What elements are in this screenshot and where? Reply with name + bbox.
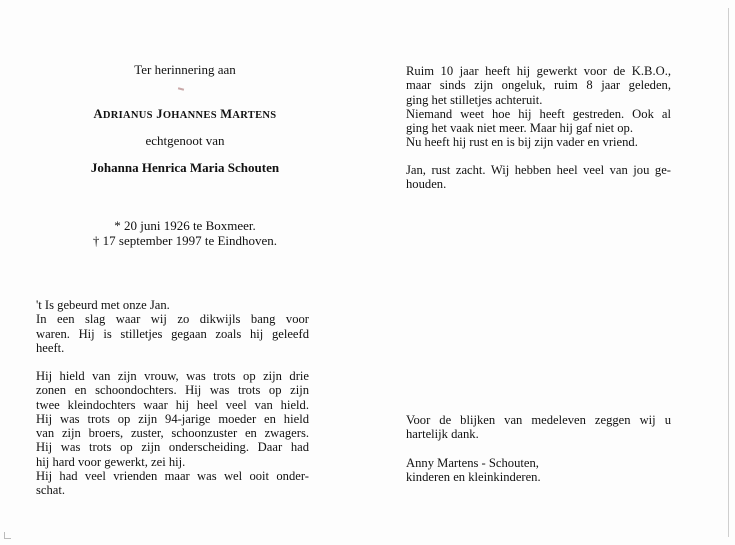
thanks-paragraph — [406, 413, 671, 442]
text-line: Jan, rust zacht. Wij hebben heel veel van jou ge- — [406, 163, 671, 177]
text-line: Hij had veel vrienden maar was wel ooit onder- — [36, 469, 309, 484]
text-line: Hij was trots op zijn onderscheiding. Daar had — [36, 440, 309, 455]
text-line: van zijn broers, zuster, schoonzuster en zwagers. — [36, 426, 309, 441]
text-line: heeft. — [36, 340, 65, 355]
text-line: hij hard voor gewerkt, zei hij. — [36, 454, 186, 469]
name-last-rest: ARTENS — [232, 110, 277, 121]
text-line: Ruim 10 jaar heeft hij gewerkt voor de K.B.O., — [406, 64, 671, 78]
text-line: hartelijk dank. — [406, 427, 479, 442]
text-line: Niemand weet hoe hij heeft gestreden. Ook al — [406, 106, 671, 121]
text-line: kinderen en kleinkinderen. — [406, 470, 541, 485]
text-line: Nu heeft hij rust en is bij zijn vader en vriend. — [406, 135, 638, 150]
text-line: ging het vaak niet meer. Maar hij gaf niet op. — [406, 121, 633, 136]
text-line: zonen en schoondochters. Hij was trots op zijn — [36, 383, 309, 398]
text-line: waren. Hij is stilletjes gegaan zoals hij geleefd — [36, 326, 309, 341]
name-middle-initial: J — [156, 107, 163, 121]
death-date: † 17 september 1997 te Eindhoven. — [92, 233, 278, 248]
text-line: In een slag waar wij zo dikwijls bang voor — [36, 312, 309, 327]
birth-date: * 20 juni 1926 te Boxmeer. — [114, 218, 256, 233]
card-edge-line — [728, 8, 729, 537]
text-line: 't Is gebeurd met onze Jan. — [36, 298, 170, 312]
name-first-initial: A — [93, 107, 103, 121]
left-paragraph-2 — [36, 369, 309, 498]
deceased-name — [50, 107, 320, 122]
text-line: Hij was trots op zijn 94-jarige moeder en hield — [36, 411, 309, 426]
signature-block — [406, 456, 671, 485]
left-paragraph-1 — [36, 298, 309, 355]
text-line: ging het stilletjes achteruit. — [406, 92, 543, 107]
spouse-name: Johanna Henrica Maria Schouten — [90, 160, 280, 175]
text-line: Hij hield van zijn vrouw, was trots op zijn drie — [36, 369, 309, 383]
name-first-rest: DRIANUS — [102, 110, 153, 121]
spouse-label: echtgenoot van — [145, 133, 225, 148]
decorative-tick — [178, 87, 184, 90]
text-line: schat. — [36, 483, 66, 498]
text-line: maar sinds zijn ongeluk, ruim 8 jaar geleden, — [406, 78, 671, 93]
life-dates — [50, 218, 320, 248]
right-paragraph-1 — [406, 64, 671, 150]
text-line: Voor de blijken van medeleven zeggen wij u — [406, 413, 671, 427]
intro-text: Ter herinnering aan — [134, 62, 236, 77]
text-line: Anny Martens - Schouten, — [406, 456, 539, 470]
text-line: twee kleindochters waar hij heel veel van hield. — [36, 397, 309, 412]
right-paragraph-2 — [406, 163, 671, 192]
corner-mark — [4, 532, 11, 539]
text-line: houden. — [406, 177, 447, 192]
name-middle-rest: OHANNES — [162, 110, 217, 121]
name-last-initial: M — [220, 107, 233, 121]
